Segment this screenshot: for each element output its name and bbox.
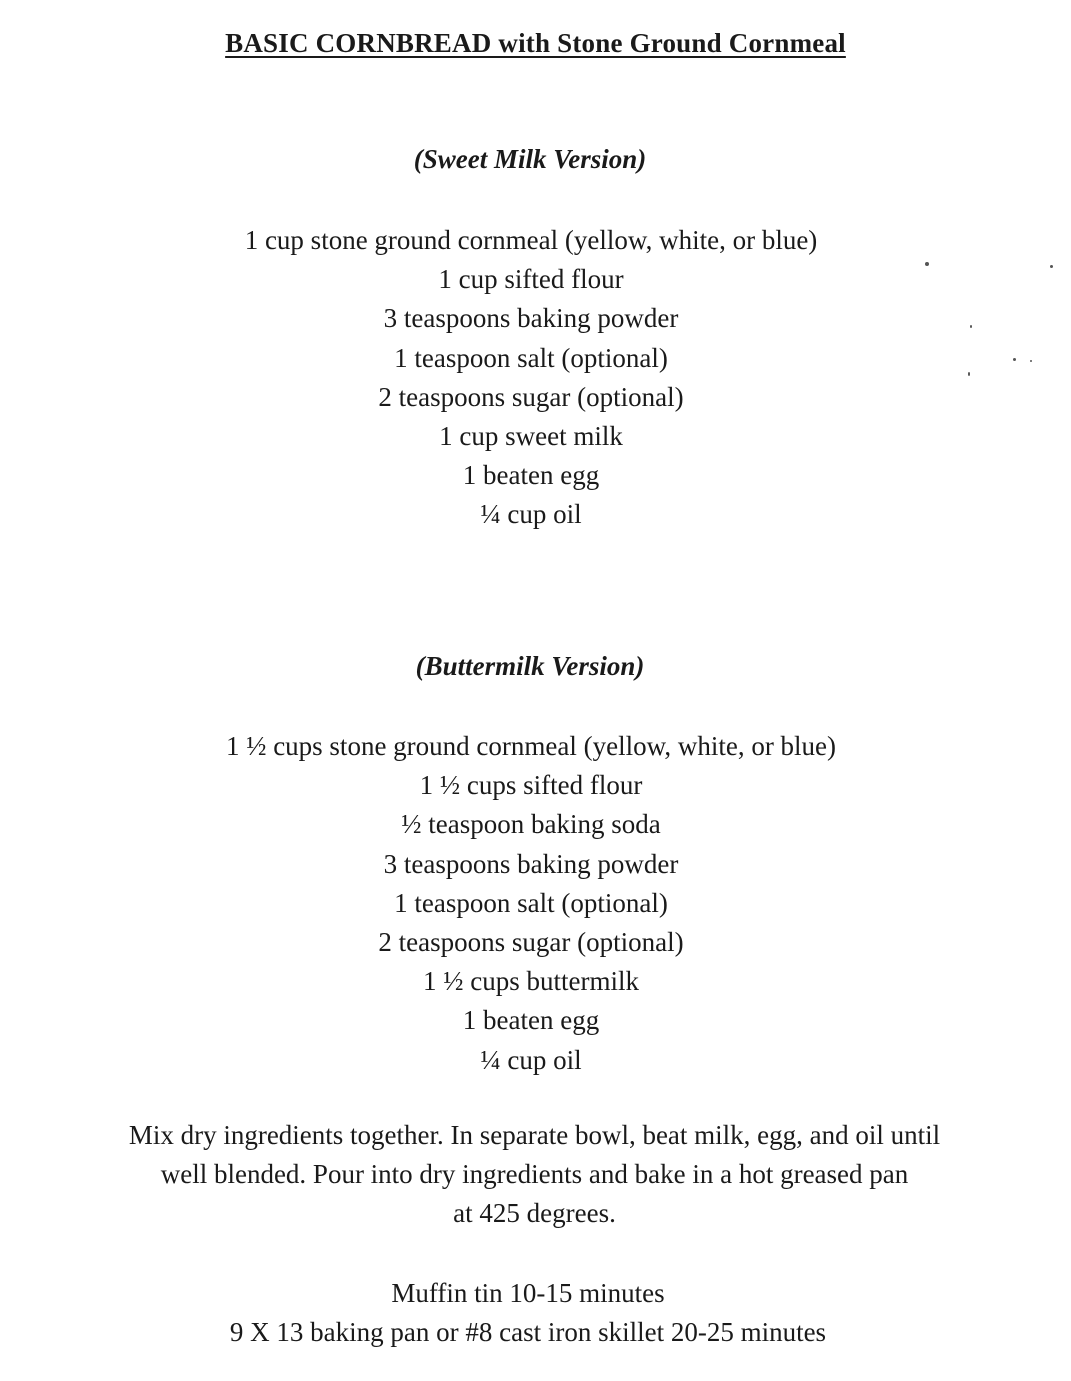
ingredient-line: 1 ½ cups sifted flour [419, 770, 643, 801]
scan-speck [970, 325, 972, 328]
scan-speck [1050, 265, 1053, 268]
scan-speck [968, 372, 970, 376]
ingredient-line: ½ teaspoon baking soda [401, 809, 661, 840]
scan-speck [925, 262, 929, 266]
instruction-line-3: at 425 degrees. [453, 1198, 616, 1228]
instruction-line-2: well blended. Pour into dry ingredients and bake in a hot greased pan [160, 1159, 909, 1189]
recipe-title: BASIC CORNBREAD with Stone Ground Cornmeal [225, 28, 846, 58]
ingredient-line: 1 ½ cups buttermilk [423, 966, 639, 997]
bake-time-pan: 9 X 13 baking pan or #8 cast iron skillet 20-25 minutes [229, 1317, 827, 1347]
buttermilk-heading: (Buttermilk Version) [415, 651, 645, 681]
bake-time-muffin: Muffin tin 10-15 minutes [391, 1278, 665, 1308]
ingredient-line: 2 teaspoons sugar (optional) [378, 381, 684, 412]
sweet-milk-heading: (Sweet Milk Version) [413, 144, 647, 174]
ingredient-line: 2 teaspoons sugar (optional) [378, 927, 684, 958]
buttermilk-ingredient-list [0, 727, 1062, 1080]
ingredient-line: 1 beaten egg [462, 460, 600, 491]
ingredient-line: 3 teaspoons baking powder [383, 848, 679, 879]
ingredient-line: 1 cup sweet milk [439, 421, 623, 452]
ingredient-line: 1 ½ cups stone ground cornmeal (yellow, white, or blue) [225, 731, 837, 761]
ingredient-line: 1 teaspoon salt (optional) [394, 887, 668, 918]
ingredient-line: ¼ cup oil [480, 1044, 582, 1075]
scan-speck [1030, 360, 1032, 362]
sweet-milk-ingredient-list [0, 221, 1062, 535]
ingredient-line: 1 beaten egg [462, 1005, 600, 1036]
ingredient-line: 3 teaspoons baking powder [383, 303, 679, 334]
ingredient-line: ¼ cup oil [480, 499, 582, 530]
scan-speck [1013, 358, 1016, 361]
ingredient-line: 1 teaspoon salt (optional) [394, 342, 668, 373]
instruction-line-1: Mix dry ingredients together. In separate bowl, beat milk, egg, and oil until [128, 1120, 941, 1150]
bake-time-list [0, 1274, 1056, 1352]
ingredient-line: 1 cup sifted flour [438, 264, 624, 295]
mixing-instructions [12, 1116, 1057, 1233]
ingredient-line: 1 cup stone ground cornmeal (yellow, white, or blue) [244, 225, 818, 255]
